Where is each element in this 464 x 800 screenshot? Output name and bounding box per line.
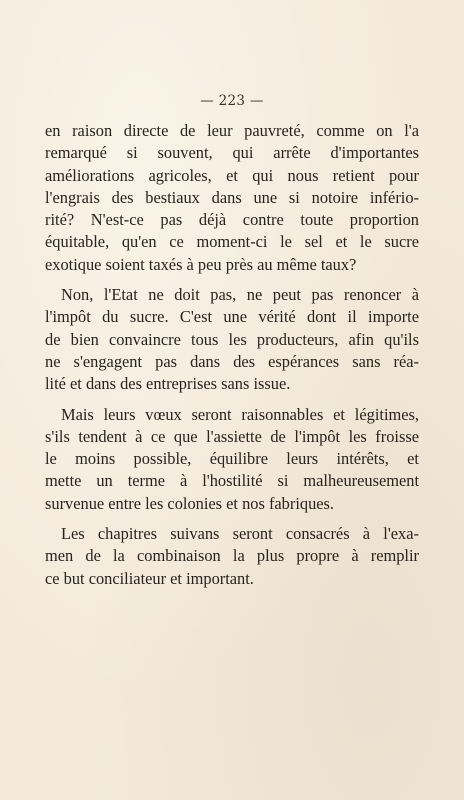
paragraph-1 — [45, 120, 419, 276]
text-line: lité et dans des entreprises sans issue. — [45, 374, 291, 394]
text-line: s'ils tendent à ce que l'assiette de l'impôt les froisse — [45, 426, 419, 446]
text-line: le moins possible, équilibre leurs intérêts, et — [45, 449, 419, 469]
paragraph-3 — [45, 404, 419, 515]
text-line: exotique soient taxés à peu près au même taux? — [45, 254, 357, 274]
text-line: de bien convaincre tous les producteurs, afin qu'ils — [45, 329, 419, 349]
text-line: en raison directe de leur pauvreté, comme on l'a — [45, 121, 419, 140]
paragraph-4 — [45, 523, 419, 590]
text-line: rité? N'est-ce pas déjà contre toute proportion — [45, 210, 419, 230]
text-line: Non, l'Etat ne doit pas, ne peut pas renoncer à — [61, 285, 419, 305]
text-line: men de la combinaison la plus propre à remplir — [45, 546, 419, 566]
text-line: remarqué si souvent, qui arrête d'importantes — [45, 143, 419, 163]
text-line: l'impôt du sucre. C'est une vérité dont il importe — [45, 307, 419, 327]
body-text — [45, 120, 419, 590]
text-line: ce but conciliateur et important. — [45, 568, 254, 588]
text-line: l'engrais des bestiaux dans une si notoire infério- — [45, 187, 419, 207]
text-line: survenue entre les colonies et nos fabriques. — [45, 493, 335, 513]
paragraph-2 — [45, 284, 419, 395]
text-line: Les chapitres suivans seront consacrés à l'exa- — [61, 524, 419, 544]
text-line: Mais leurs vœux seront raisonnables et légitimes, — [61, 404, 419, 424]
text-line: équitable, qu'en ce moment-ci le sel et le sucre — [45, 232, 419, 252]
text-line: améliorations agricoles, et qui nous retient pour — [45, 165, 419, 185]
text-line: ne s'engagent pas dans des espérances sans réa- — [45, 351, 419, 371]
text-line: mette un terme à l'hostilité si malheureusement — [45, 471, 419, 491]
page-number: — 223 — — [200, 93, 264, 109]
